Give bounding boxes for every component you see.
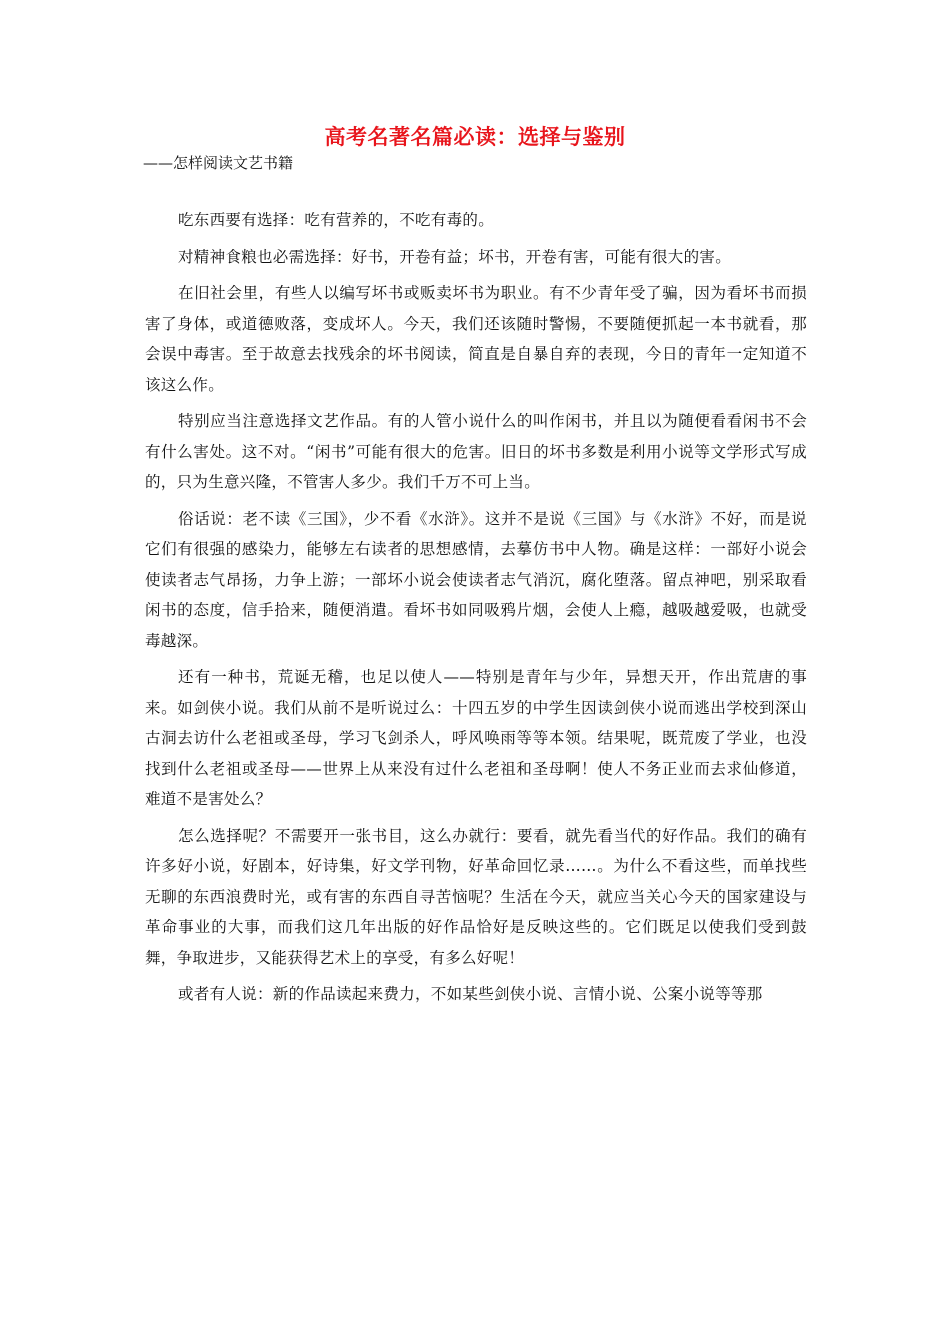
paragraph: 俗话说：老不读《三国》，少不看《水浒》。这并不是说《三国》与《水浒》不好，而是说它们有很强的感染力，能够左右读者的思想感情，去摹仿书中人物。确是这样：一部好小说会使读者志气昂扬，力争上游；一部坏小说会使读者志气消沉，腐化堕落。留点神吧，别采取看闲书的态度，信手拾来，随便消遣。看坏书如同吸鸦片烟，会使人上瘾，越吸越爱吸，也就受毒越深。: [145, 509, 807, 650]
document-title: 高考名著名篇必读：选择与鉴别: [324, 125, 626, 149]
paragraph: 还有一种书，荒诞无稽，也足以使人——特别是青年与少年，异想天开，作出荒唐的事来。如剑侠小说。我们从前不是听说过么：十四五岁的中学生因读剑侠小说而逃出学校到深山古洞去访什么老祖或圣母，学习飞剑杀人，呼风唤雨等等本领。结果呢，既荒废了学业，也没找到什么老祖或圣母——世界上从来没有过什么老祖和圣母啊！使人不务正业而去求仙修道，难道不是害处么？: [145, 668, 807, 808]
paragraph: 在旧社会里，有些人以编写坏书或贩卖坏书为职业。有不少青年受了骗，因为看坏书而损害了身体，或道德败落，变成坏人。今天，我们还该随时警惕，不要随便抓起一本书就看，那会误中毒害。至于故意去找残余的坏书阅读，简直是自暴自弃的表现，今日的青年一定知道不该这么作。: [145, 284, 807, 394]
document-subtitle: ——怎样阅读文艺书籍: [143, 154, 294, 172]
paragraph: 怎么选择呢？不需要开一张书目，这么办就行：要看，就先看当代的好作品。我们的确有许多好小说，好剧本，好诗集，好文学刊物，好革命回忆录……。为什么不看这些，而单找些无聊的东西浪费时光，或有害的东西自寻苦恼呢？生活在今天，就应当关心今天的国家建设与革命事业的大事，而我们这几年出版的好作品恰好是反映这些的。它们既足以使我们受到鼓舞，争取进步，又能获得艺术上的享受，有多么好呢！: [145, 826, 807, 967]
paragraph: 或者有人说：新的作品读起来费力，不如某些剑侠小说、言情小说、公案小说等等那: [178, 985, 763, 1003]
paragraph: 对精神食粮也必需选择：好书，开卷有益；坏书，开卷有害，可能有很大的害。: [178, 247, 732, 266]
paragraph: 特别应当注意选择文艺作品。有的人管小说什么的叫作闲书，并且以为随便看看闲书不会有什么害处。这不对。“闲书”可能有很大的危害。旧日的坏书多数是利用小说等文学形式写成的，只为生意兴隆，不管害人多少。我们千万不可上当。: [145, 412, 807, 491]
document-body: [145, 205, 807, 1016]
paragraph: 吃东西要有选择：吃有营养的，不吃有毒的。: [178, 211, 495, 229]
